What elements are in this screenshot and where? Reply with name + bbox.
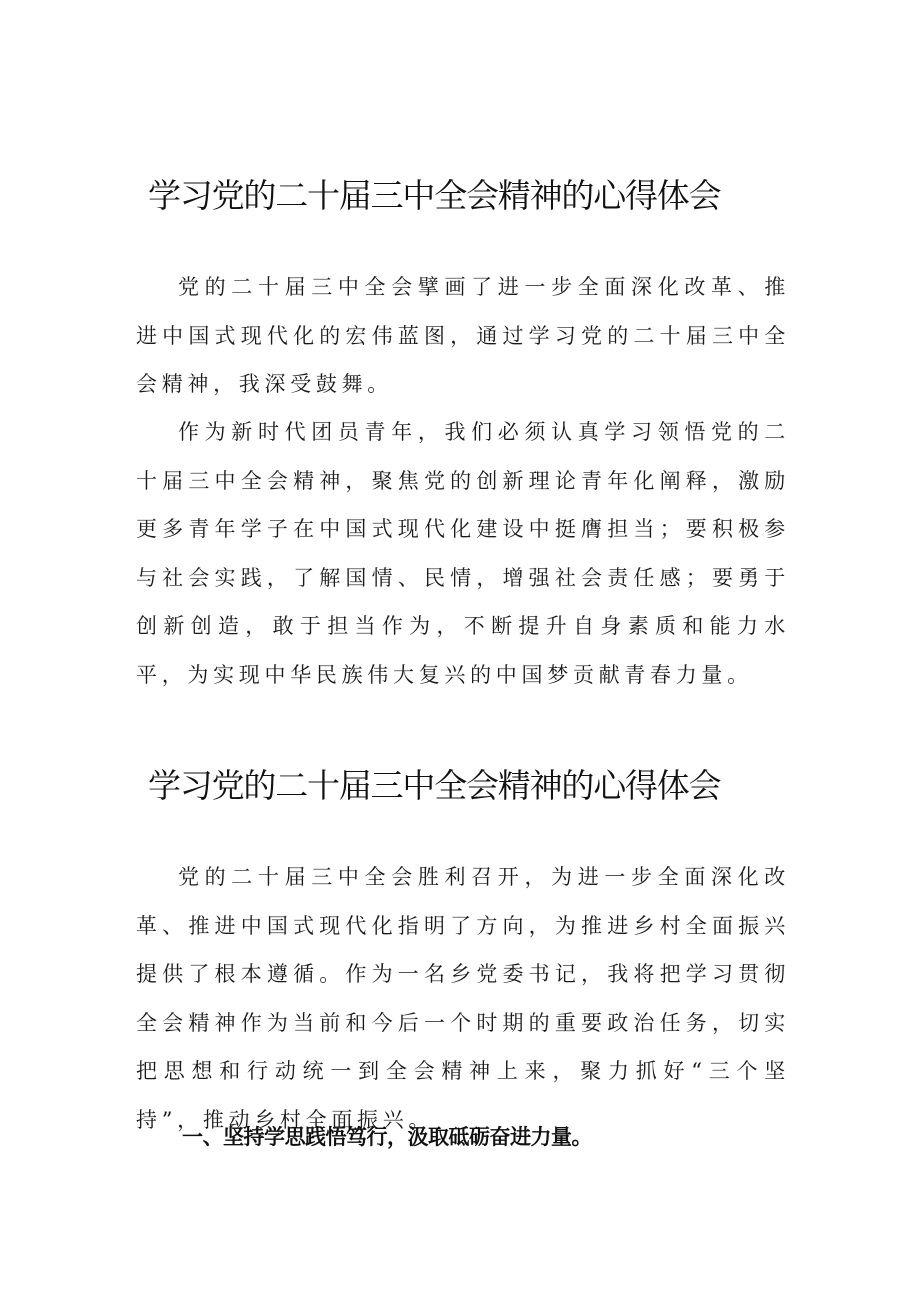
essay-1-paragraph-1: 党的二十届三中全会擘画了进一步全面深化改革、推进中国式现代化的宏伟蓝图，通过学习党的二十届三中全会精神，我深受鼓舞。: [136, 275, 790, 396]
essay-title-2: 学习党的二十届三中全会精神的心得体会: [148, 766, 721, 805]
essay-title-1: 学习党的二十届三中全会精神的心得体会: [148, 176, 721, 215]
essay-2-section-heading-1: 一、坚持学思践悟笃行，汲取砥砺奋进力量。: [182, 1125, 592, 1149]
essay-1-paragraph-2: 作为新时代团员青年，我们必须认真学习领悟党的二十届三中全会精神，聚焦党的创新理论青年化阐释，激励更多青年学子在中国式现代化建设中挺膺担当；要积极参与社会实践，了解国情、民情，增强社会责任感；要勇于创新创造，敢于担当作为，不断提升自身素质和能力水平，为实现中华民族伟大复兴的中国梦贡献青春力量。: [136, 420, 790, 687]
essay-2-paragraph-1: 党的二十届三中全会胜利召开，为进一步全面深化改革、推进中国式现代化指明了方向，为推进乡村全面振兴提供了根本遵循。作为一名乡党委书记，我将把学习贯彻全会精神作为当前和今后一个时期的重要政治任务，切实把思想和行动统一到全会精神上来，聚力抓好“三个坚持”，推动乡村全面振兴。: [136, 865, 790, 1132]
